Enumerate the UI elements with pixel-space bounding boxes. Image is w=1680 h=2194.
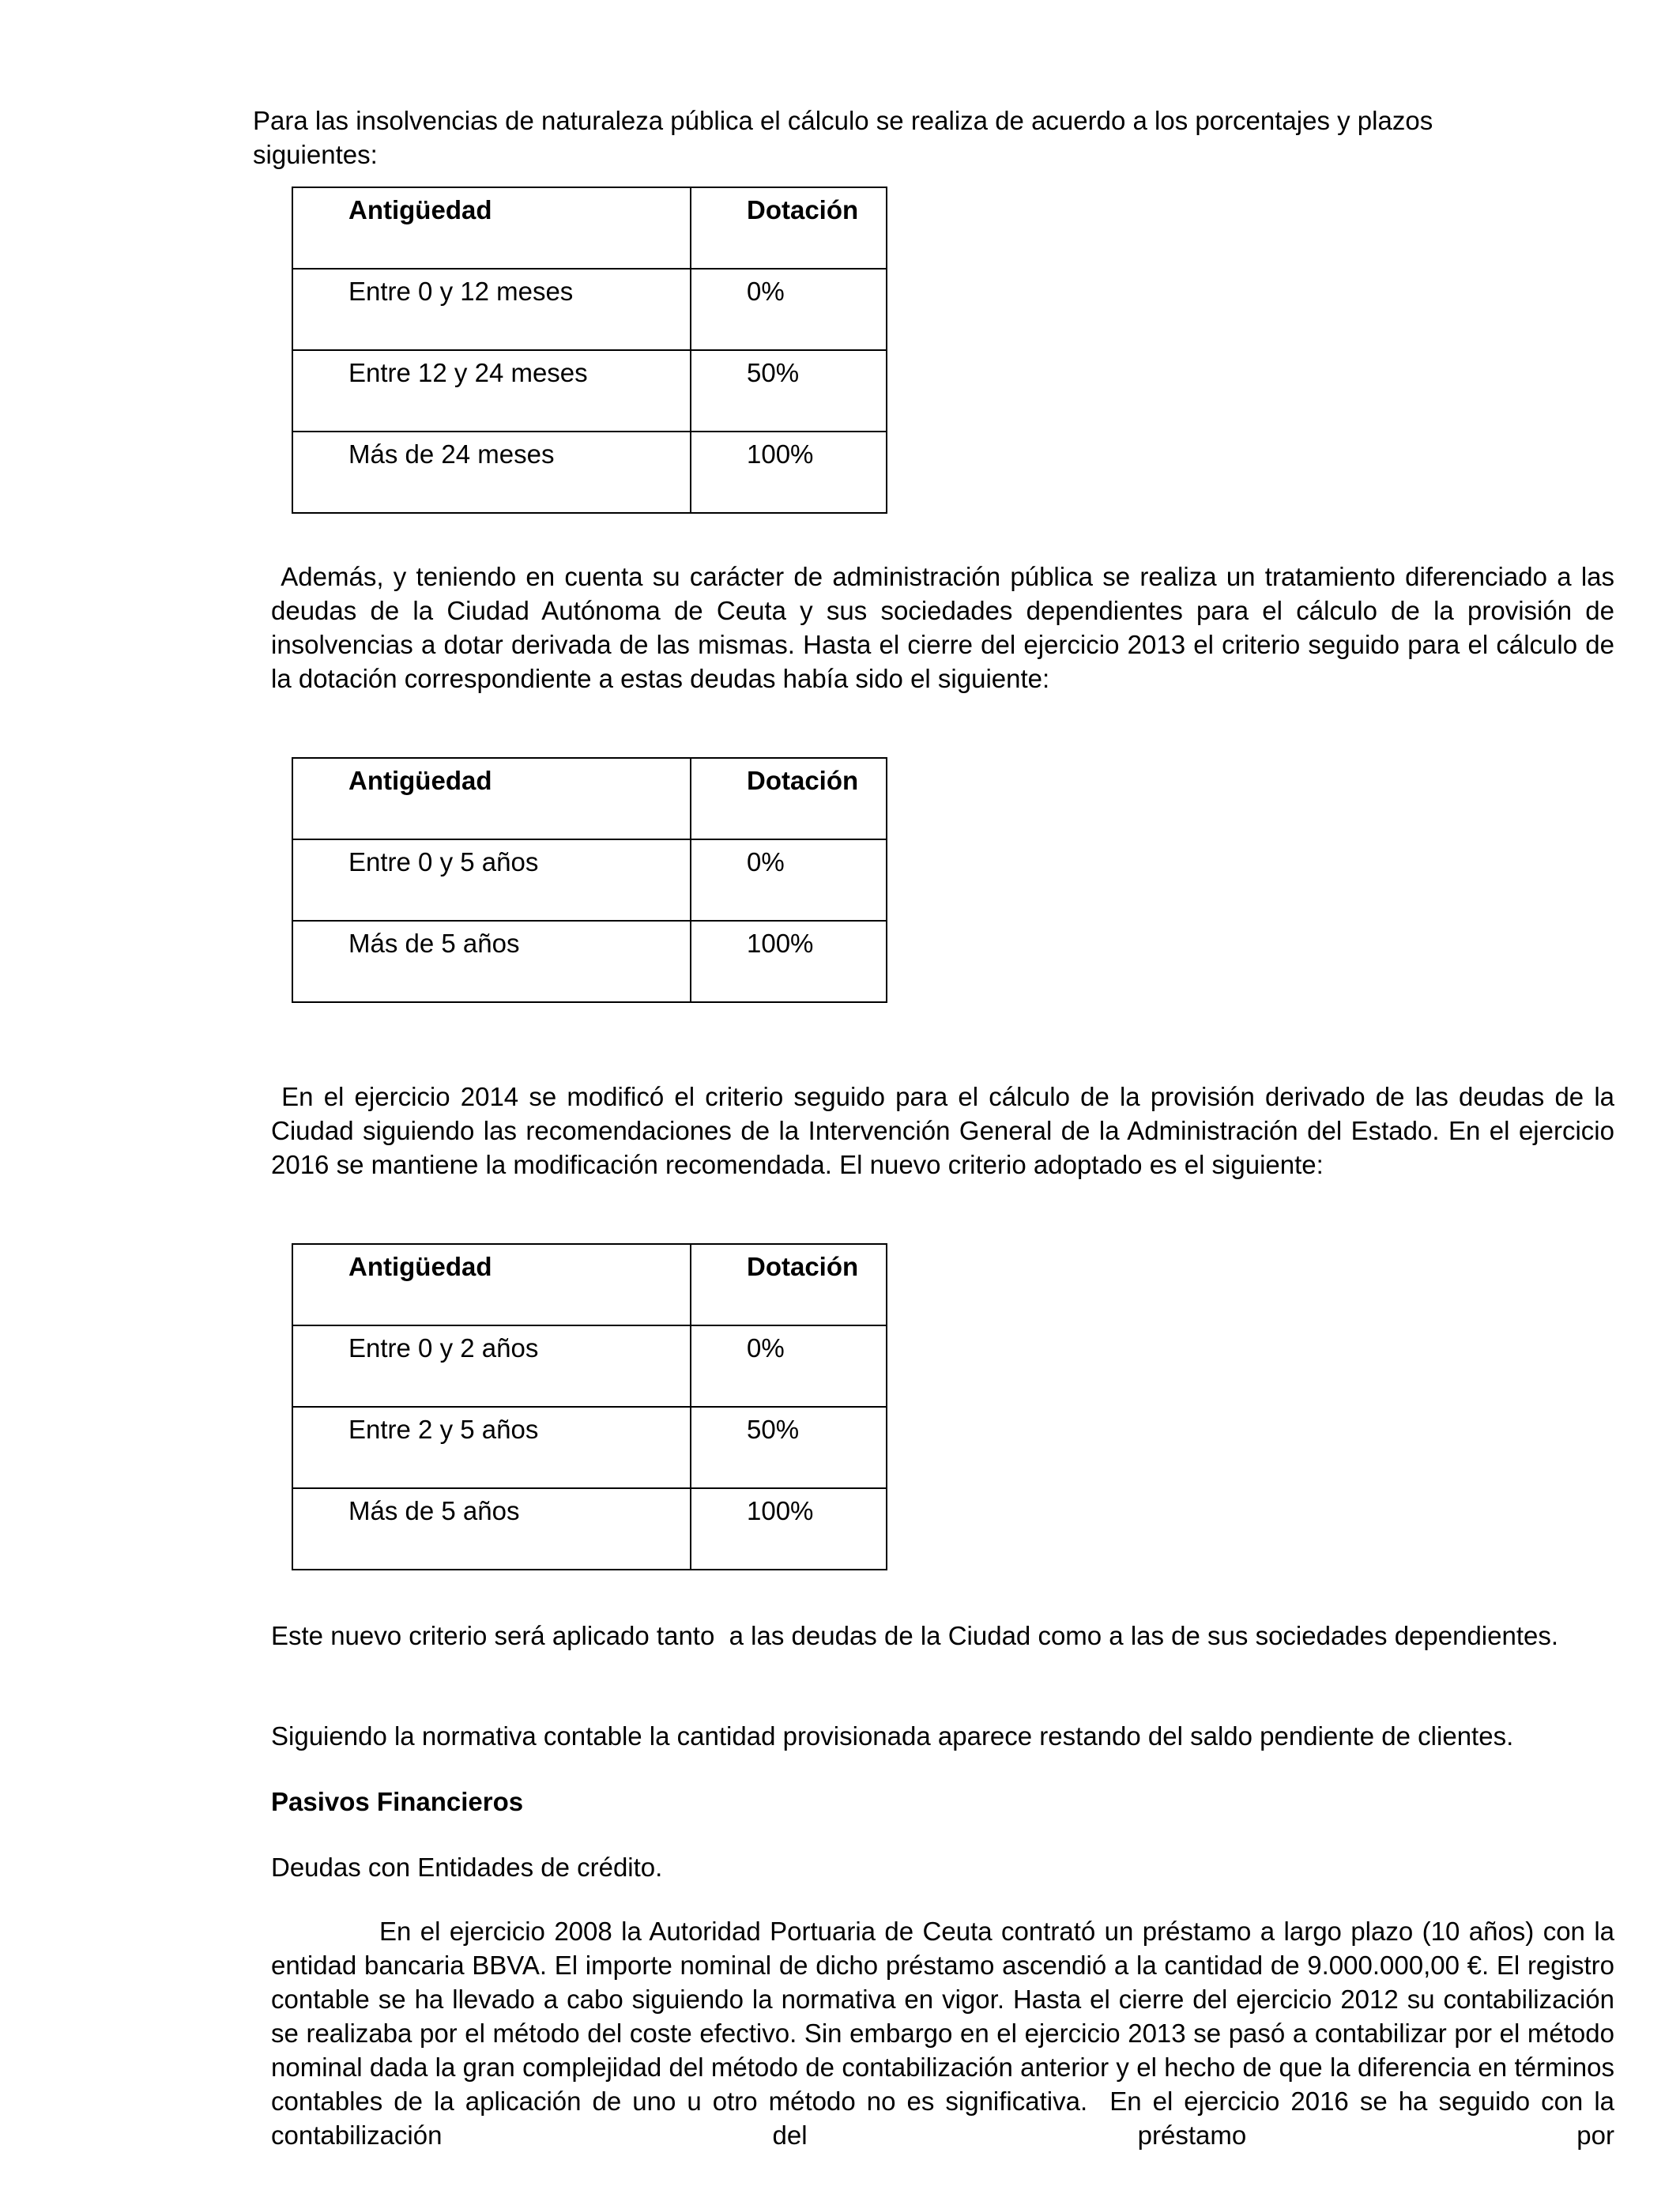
cell-antiguedad: Entre 12 y 24 meses	[292, 350, 691, 432]
cell-dotacion: 100%	[691, 432, 887, 513]
header-antiguedad: Antigüedad	[292, 1244, 691, 1325]
header-dotacion: Dotación	[691, 758, 887, 839]
table-row	[292, 269, 887, 350]
header-dotacion: Dotación	[691, 187, 887, 269]
paragraph-criterio-2014: En el ejercicio 2014 se modificó el criterio seguido para el cálculo de la provisión derivado de las deudas de la Ciudad siguiendo las recomendaciones de la Intervención General de la Administración del Estado. En el ejercicio 2016 se mantiene la modificación recomendada. El nuevo criterio adoptado es el siguiente:	[271, 1082, 1622, 1179]
cell-dotacion: 100%	[691, 921, 887, 1002]
cell-dotacion: 0%	[691, 269, 887, 350]
section-subheading: Deudas con Entidades de crédito.	[271, 1853, 663, 1882]
table-row	[292, 1407, 887, 1488]
cell-antiguedad: Entre 0 y 12 meses	[292, 269, 691, 350]
paragraph-prestamo: En el ejercicio 2008 la Autoridad Portuaria de Ceuta contrató un préstamo a largo plazo (10 años) con la entidad bancaria BBVA. El importe nominal de dicho préstamo ascendió a la cantidad de 9.000.000,00 €. El registro contable se ha llevado a cabo siguiendo la normativa en vigor. Hasta el cierre del ejercicio 2012 su contabilización se realizaba por el método del coste efectivo. Sin embargo en el ejercicio 2013 se pasó a contabilizar por el método nominal dada la gran complejidad del método de contabilización anterior y el hecho de que la diferencia en términos contables de la aplicación de uno u otro método no es significativa. En el ejercicio 2016 se ha seguido con la contabilización del préstamo por	[271, 1917, 1622, 2150]
cell-antiguedad: Más de 24 meses	[292, 432, 691, 513]
cell-antiguedad: Entre 0 y 2 años	[292, 1325, 691, 1407]
intro-paragraph: Para las insolvencias de naturaleza pública el cálculo se realiza de acuerdo a los porcentajes y plazos siguientes:	[253, 106, 1433, 169]
insolvency-table-ceuta-pre2014	[292, 757, 887, 1003]
cell-antiguedad: Más de 5 años	[292, 1488, 691, 1570]
table-row	[292, 432, 887, 513]
table-row	[292, 1325, 887, 1407]
header-dotacion: Dotación	[691, 1244, 887, 1325]
table-row	[292, 1488, 887, 1570]
cell-dotacion: 0%	[691, 1325, 887, 1407]
cell-dotacion: 50%	[691, 1407, 887, 1488]
header-antiguedad: Antigüedad	[292, 187, 691, 269]
cell-antiguedad: Más de 5 años	[292, 921, 691, 1002]
cell-antiguedad: Entre 2 y 5 años	[292, 1407, 691, 1488]
cell-dotacion: 50%	[691, 350, 887, 432]
cell-antiguedad: Entre 0 y 5 años	[292, 839, 691, 921]
insolvency-table-ceuta-2014	[292, 1243, 887, 1570]
table-header-row	[292, 187, 887, 269]
cell-dotacion: 100%	[691, 1488, 887, 1570]
cell-dotacion: 0%	[691, 839, 887, 921]
paragraph-normativa-contable: Siguiendo la normativa contable la cantidad provisionada aparece restando del saldo pendiente de clientes.	[271, 1721, 1514, 1751]
table-header-row	[292, 758, 887, 839]
insolvency-table-public	[292, 187, 887, 514]
table-row	[292, 350, 887, 432]
paragraph-nuevo-criterio: Este nuevo criterio será aplicado tanto a las deudas de la Ciudad como a las de sus sociedades dependientes.	[271, 1621, 1559, 1650]
section-heading: Pasivos Financieros	[271, 1787, 524, 1816]
table-header-row	[292, 1244, 887, 1325]
table-row	[292, 921, 887, 1002]
paragraph-admin-publica: Además, y teniendo en cuenta su carácter de administración pública se realiza un tratamiento diferenciado a las deudas de la Ciudad Autónoma de Ceuta y sus sociedades dependientes para el cálculo de la provisión de insolvencias a dotar derivada de las mismas. Hasta el cierre del ejercicio 2013 el criterio seguido para el cálculo de la dotación correspondiente a estas deudas había sido el siguiente:	[271, 562, 1622, 693]
header-antiguedad: Antigüedad	[292, 758, 691, 839]
table-row	[292, 839, 887, 921]
